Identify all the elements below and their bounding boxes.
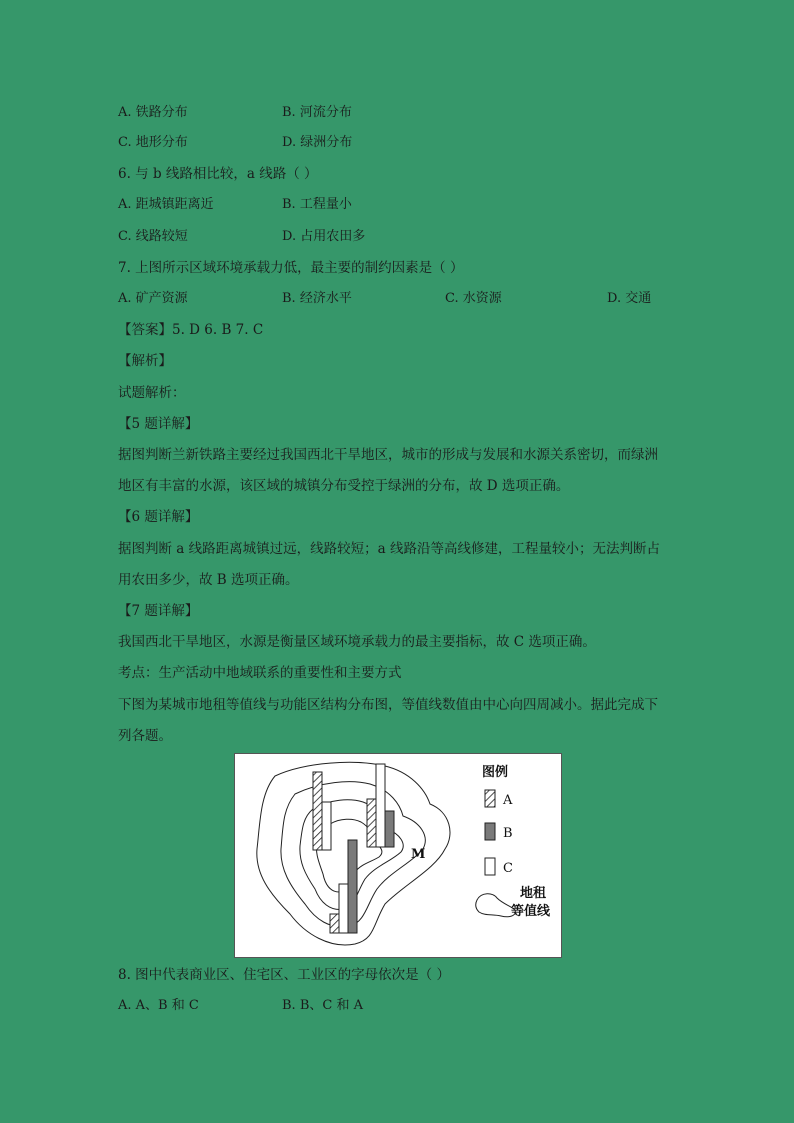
bar-c-tall [376,764,385,847]
q4-option-d: D. 绿洲分布 [282,135,353,150]
bar-a-tall [313,772,322,850]
intro-text-1: 下图为某城市地租等值线与功能区结构分布图，等值线数值由中心向四周减小。据此完成下 [118,697,658,713]
q6-option-b: B. 工程量小 [282,197,352,212]
q6-option-d: D. 占用农田多 [282,229,366,244]
q5-detail-text-1: 据图判断兰新铁路主要经过我国西北干旱地区，城市的形成与发展和水源关系密切，而绿洲 [118,447,658,463]
legend-label-c: C [503,861,513,876]
q6-detail-text-2: 用农田多少，故 B 选项正确。 [118,572,299,588]
legend-swatch-c [485,858,495,875]
legend-swatch-a [485,790,495,807]
q6-option-a: A. 距城镇距离近 [118,197,214,212]
q7-option-d: D. 交通 [607,291,652,306]
q5-detail-heading: 【5 题详解】 [118,416,199,432]
bar-a-low [330,914,339,933]
q4-option-b: B. 河流分布 [282,105,352,120]
bar-b-right [385,811,394,847]
land-rent-diagram [235,754,561,957]
legend-label-b: B [503,826,513,841]
legend-label-a: A [503,793,513,808]
bar-c-mid [322,802,331,850]
q6-option-c: C. 线路较短 [118,229,188,244]
q5-detail-text-2: 地区有丰富的水源，该区域的城镇分布受控于绿洲的分布，故 D 选项正确。 [118,478,570,494]
q8-option-a: A. A、B 和 C [118,998,199,1013]
q7-option-c: C. 水资源 [445,291,502,306]
legend-swatch-b [485,823,495,840]
q7-stem: 7. 上图所示区域环境承载力低，最主要的制约因素是（ ） [118,260,464,276]
legend-contour-swatch [476,894,516,917]
answer-line: 【答案】5. D 6. B 7. C [118,322,264,338]
q6-stem: 6. 与 b 线路相比较，a 线路（ ） [118,166,318,182]
legend-contour-label-2: 等值线 [511,904,551,919]
bar-b-center [348,840,357,933]
q7-option-b: B. 经济水平 [282,291,352,306]
legend-contour-label-1: 地租 [520,886,547,901]
kaodian-line: 考点：生产活动中地域联系的重要性和主要方式 [118,665,402,681]
q8-option-b: B. B、C 和 A [282,998,363,1013]
q7-option-a: A. 矿产资源 [118,291,188,306]
q7-detail-heading: 【7 题详解】 [118,603,199,619]
land-rent-figure [234,753,562,958]
q8-stem: 8. 图中代表商业区、住宅区、工业区的字母依次是（ ） [118,967,450,983]
analysis-heading: 【解析】 [118,353,172,369]
q7-detail-text-1: 我国西北干旱地区，水源是衡量区域环境承载力的最主要指标，故 C 选项正确。 [118,634,596,650]
bar-c-low [339,884,348,933]
analysis-intro: 试题解析： [118,385,186,401]
q4-option-c: C. 地形分布 [118,135,188,150]
point-m-label: M [411,847,426,862]
q6-detail-text-1: 据图判断 a 线路距离城镇过远，线路较短；a 线路沿等高线修建，工程量较小；无法判断占 [118,541,660,557]
bar-a-right [367,799,376,847]
q6-detail-heading: 【6 题详解】 [118,509,199,525]
intro-text-2: 列各题。 [118,728,172,744]
legend-title: 图例 [482,765,509,780]
q4-option-a: A. 铁路分布 [118,105,188,120]
